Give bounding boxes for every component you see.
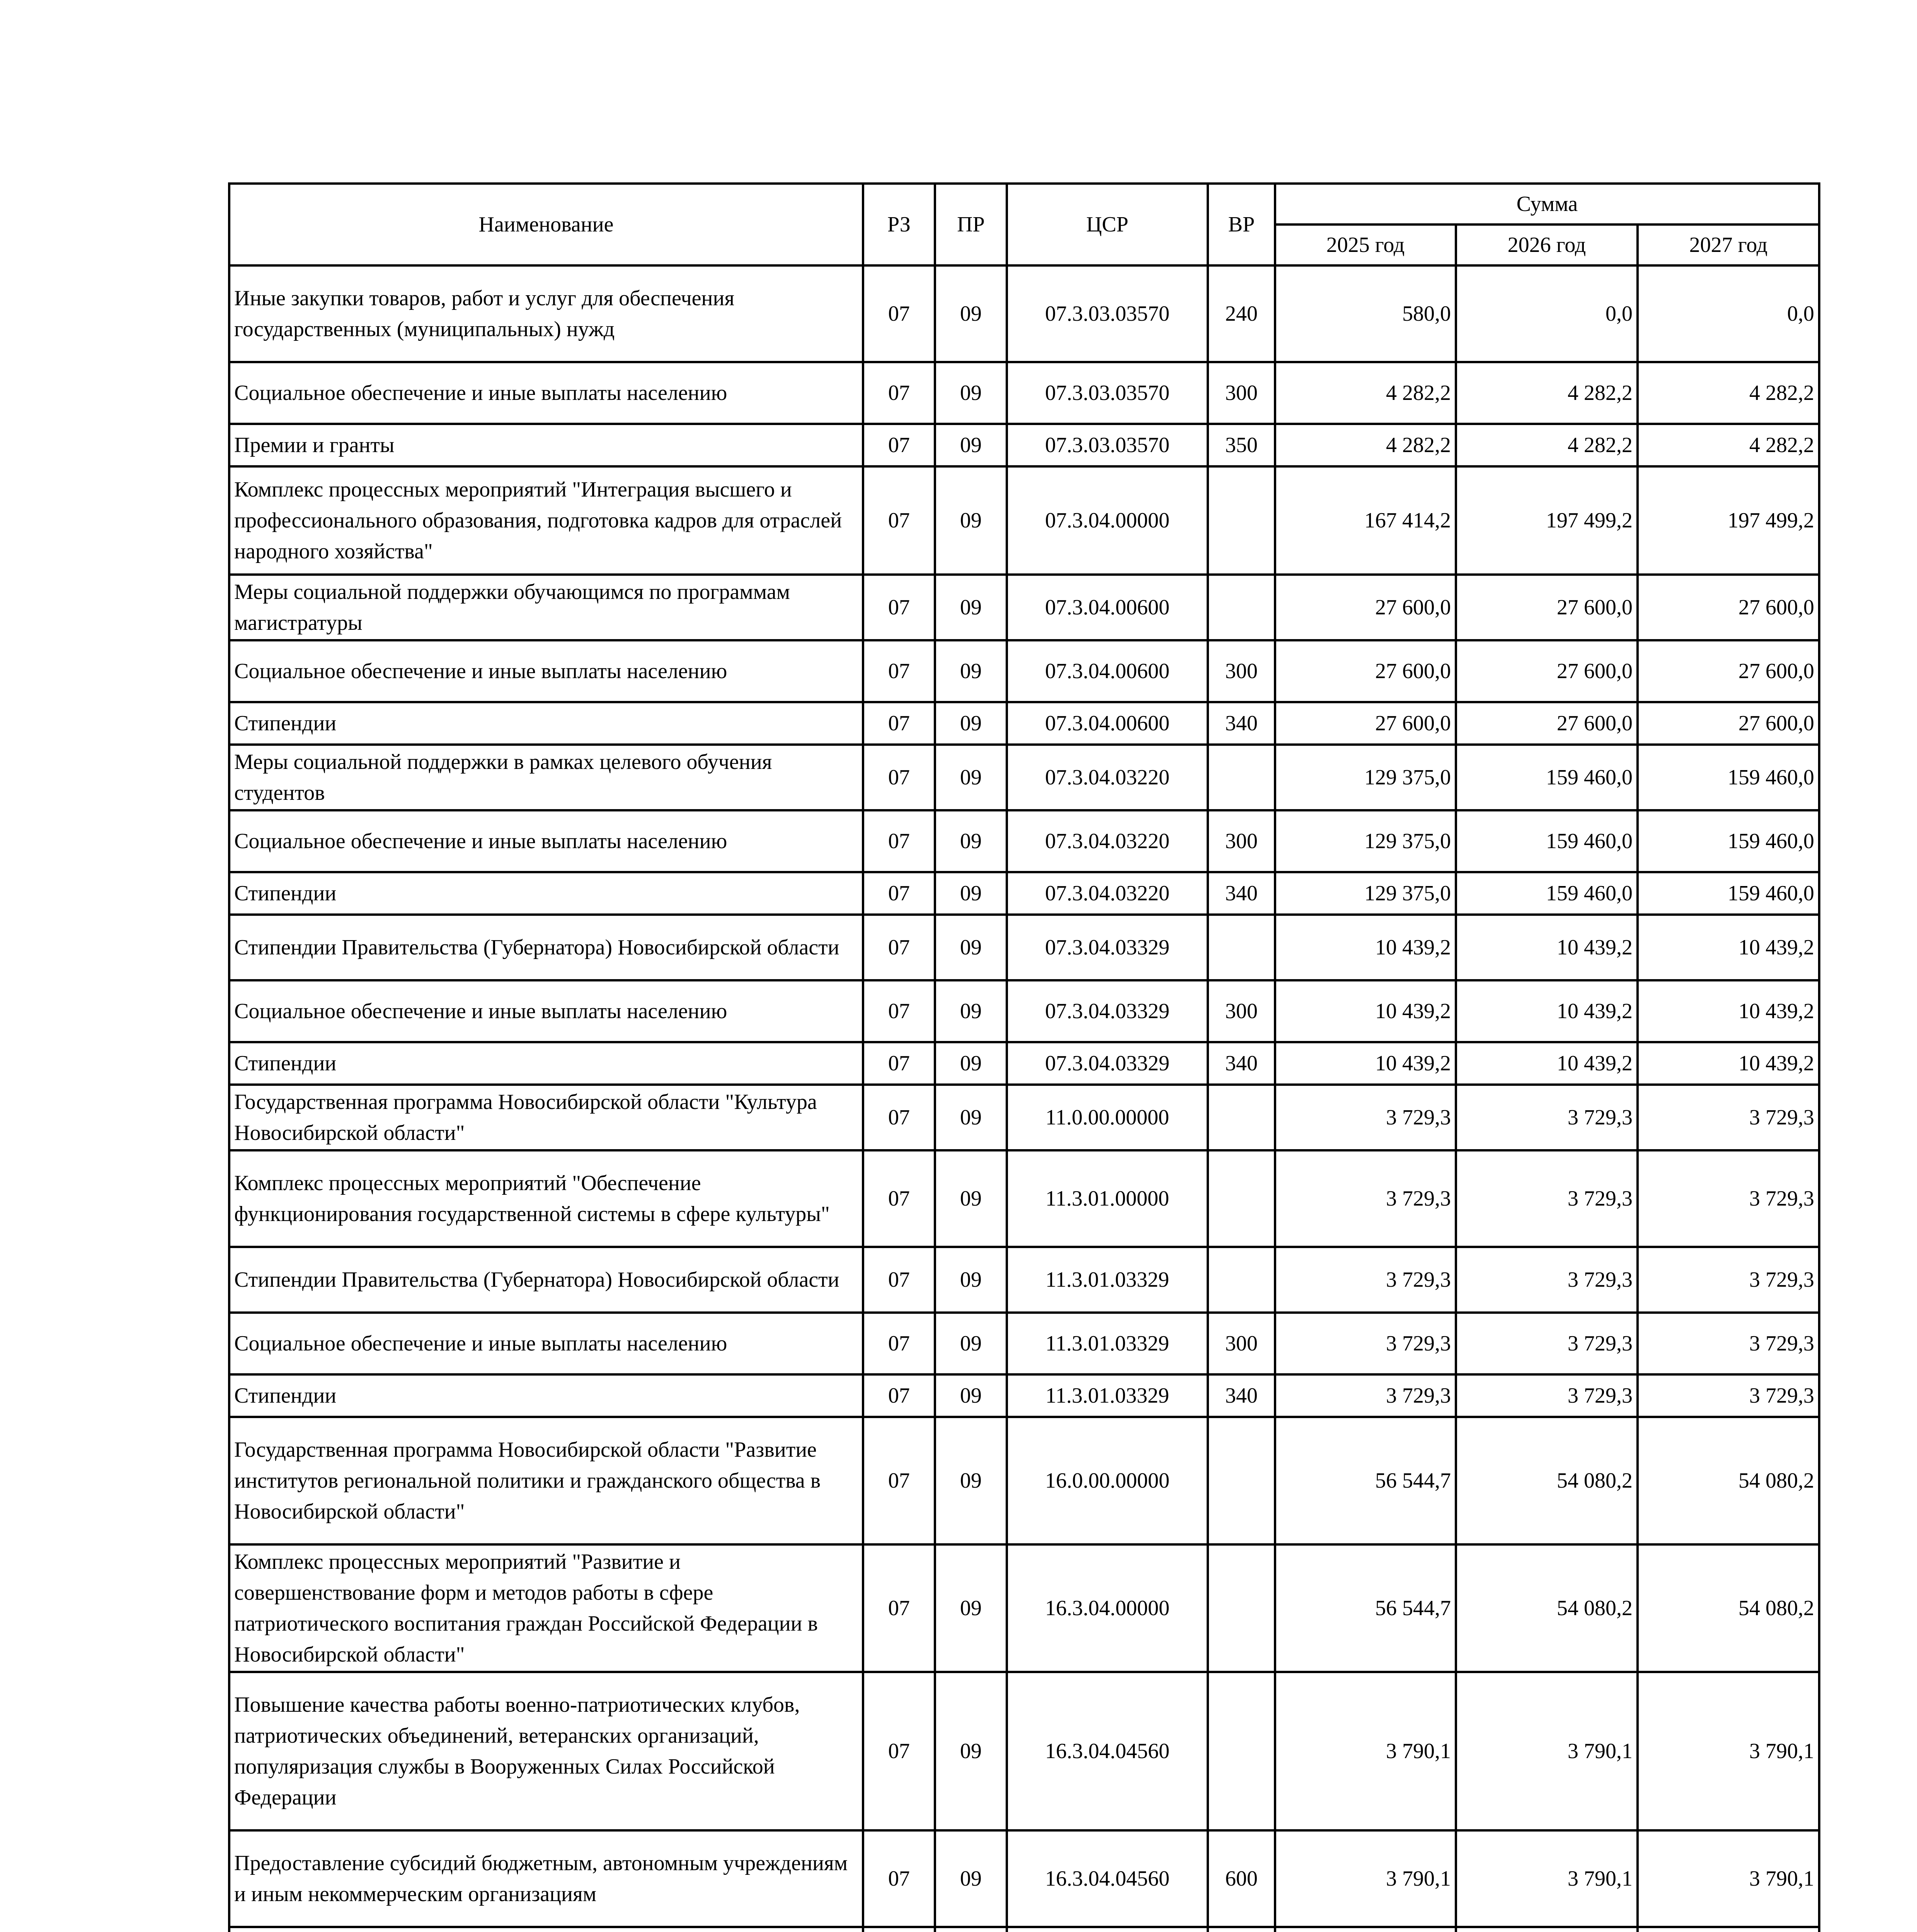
table-cell-csr: 07.3.04.00600: [1007, 575, 1208, 640]
table-cell-2026: 10 439,2: [1456, 915, 1638, 980]
table-cell-2026: 0,0: [1456, 265, 1638, 362]
table-cell-rz: 07: [863, 1374, 935, 1417]
table-cell-2026: 54 080,2: [1456, 1544, 1638, 1672]
table-cell-2027: [1638, 1927, 1819, 1932]
table-row: [229, 1544, 1819, 1672]
table-cell-name: Социальное обеспечение и иные выплаты населению: [229, 640, 863, 702]
table-cell-rz: 07: [863, 980, 935, 1042]
table-row: [229, 1247, 1819, 1313]
table-cell-vr: 340: [1208, 1042, 1275, 1085]
table-cell-rz: 07: [863, 424, 935, 466]
table-cell-rz: 07: [863, 872, 935, 915]
table-cell-2025: 580,0: [1275, 265, 1456, 362]
table-body: [229, 265, 1819, 1932]
table-cell-pr: 09: [935, 466, 1007, 575]
table-cell-name: Стипендии: [229, 702, 863, 745]
table-cell-vr: 340: [1208, 872, 1275, 915]
table-cell-rz: 07: [863, 1417, 935, 1544]
table-row: [229, 1672, 1819, 1830]
table-row: [229, 915, 1819, 980]
table-cell-2025: 3 729,3: [1275, 1374, 1456, 1417]
table-cell-name: Государственная программа Новосибирской области "Развитие институтов региональной политики и гражданского общества в Новосибирской области": [229, 1417, 863, 1544]
table-cell-2025: 10 439,2: [1275, 915, 1456, 980]
table-cell-pr: 09: [935, 872, 1007, 915]
table-cell-vr: [1208, 1417, 1275, 1544]
table-row: [229, 1830, 1819, 1927]
table-cell-name: Социальное обеспечение и иные выплаты населению: [229, 1313, 863, 1374]
table-cell-vr: [1208, 1927, 1275, 1932]
table-cell-vr: [1208, 1544, 1275, 1672]
table-cell-2026: 3 729,3: [1456, 1085, 1638, 1150]
table-cell-2026: 4 282,2: [1456, 424, 1638, 466]
table-cell-pr: 09: [935, 1247, 1007, 1313]
table-cell-vr: 300: [1208, 1313, 1275, 1374]
table-cell-2026: 159 460,0: [1456, 810, 1638, 872]
table-cell-rz: 07: [863, 640, 935, 702]
table-cell-csr: 07.3.03.03570: [1007, 424, 1208, 466]
table-cell-2027: 27 600,0: [1638, 702, 1819, 745]
table-cell-2026: 27 600,0: [1456, 640, 1638, 702]
table-cell-2027: 3 729,3: [1638, 1085, 1819, 1150]
table-row: [229, 362, 1819, 424]
table-cell-vr: 350: [1208, 424, 1275, 466]
header-row: [229, 184, 1819, 224]
table-cell-2027: 3 729,3: [1638, 1247, 1819, 1313]
table-cell-2027: 4 282,2: [1638, 424, 1819, 466]
table-cell-rz: 07: [863, 1313, 935, 1374]
table-cell-2027: 197 499,2: [1638, 466, 1819, 575]
table-cell-rz: 07: [863, 1544, 935, 1672]
table-cell-2025: 56 544,7: [1275, 1544, 1456, 1672]
table-cell-vr: [1208, 745, 1275, 810]
table-cell-vr: [1208, 1247, 1275, 1313]
table-cell-pr: 09: [935, 810, 1007, 872]
table-cell-csr: 07.3.04.00000: [1007, 466, 1208, 575]
table-cell-2027: 3 729,3: [1638, 1313, 1819, 1374]
table-cell-2025: 4 282,2: [1275, 424, 1456, 466]
table-cell-2025: 27 600,0: [1275, 640, 1456, 702]
header-name: Наименование: [229, 184, 863, 265]
table-row: [229, 1927, 1819, 1932]
table-cell-2025: 3 790,1: [1275, 1830, 1456, 1927]
table-cell-pr: 09: [935, 1150, 1007, 1247]
table-cell-vr: 300: [1208, 362, 1275, 424]
table-cell-name: Социальное обеспечение и иные выплаты населению: [229, 980, 863, 1042]
table-cell-rz: 07: [863, 810, 935, 872]
table-cell-name: Комплекс процессных мероприятий "Развитие и совершенствование форм и методов работы в сфере патриотического воспитания граждан Российской Федерации в Новосибирской области": [229, 1544, 863, 1672]
table-cell-pr: 09: [935, 980, 1007, 1042]
table-cell-2026: 159 460,0: [1456, 872, 1638, 915]
table-cell-2026: [1456, 1927, 1638, 1932]
table-cell-2027: 3 729,3: [1638, 1150, 1819, 1247]
header-sum: Сумма: [1275, 184, 1819, 224]
table-cell-csr: 11.3.01.00000: [1007, 1150, 1208, 1247]
table-cell-rz: 07: [863, 1042, 935, 1085]
table-cell-name: Стипендии: [229, 1042, 863, 1085]
table-cell-name: Социальное обеспечение и иные выплаты населению: [229, 362, 863, 424]
table-cell-pr: 09: [935, 424, 1007, 466]
table-row: [229, 702, 1819, 745]
table-cell-2026: 197 499,2: [1456, 466, 1638, 575]
table-cell-vr: [1208, 466, 1275, 575]
table-cell-vr: [1208, 1672, 1275, 1830]
table-cell-vr: 240: [1208, 265, 1275, 362]
table-cell-2026: 3 790,1: [1456, 1672, 1638, 1830]
table-cell-2027: 3 790,1: [1638, 1830, 1819, 1927]
table-cell-2026: 27 600,0: [1456, 702, 1638, 745]
table-cell-2025: 129 375,0: [1275, 745, 1456, 810]
table-cell-vr: [1208, 915, 1275, 980]
table-cell-csr: 16.3.04.00000: [1007, 1544, 1208, 1672]
table-cell-2025: 27 600,0: [1275, 702, 1456, 745]
table-cell-name: Стипендии Правительства (Губернатора) Новосибирской области: [229, 1247, 863, 1313]
table-cell-pr: [935, 1927, 1007, 1932]
table-cell-2025: 167 414,2: [1275, 466, 1456, 575]
table-cell-rz: 07: [863, 575, 935, 640]
table-row: [229, 1085, 1819, 1150]
header-year-2026: 2026 год: [1456, 224, 1638, 265]
table-cell-2026: 159 460,0: [1456, 745, 1638, 810]
table-cell-csr: 16.3.04.04560: [1007, 1830, 1208, 1927]
table-row: [229, 265, 1819, 362]
table-cell-name: Стипендии Правительства (Губернатора) Новосибирской области: [229, 915, 863, 980]
table-cell-2025: 27 600,0: [1275, 575, 1456, 640]
table-cell-2026: 4 282,2: [1456, 362, 1638, 424]
table-cell-2025: 4 282,2: [1275, 362, 1456, 424]
table-cell-pr: 09: [935, 1085, 1007, 1150]
table-cell-pr: 09: [935, 575, 1007, 640]
table-cell-2027: 159 460,0: [1638, 745, 1819, 810]
table-row: [229, 466, 1819, 575]
table-cell-csr: [1007, 1927, 1208, 1932]
table-cell-2026: 3 729,3: [1456, 1374, 1638, 1417]
table-cell-2027: 4 282,2: [1638, 362, 1819, 424]
table-cell-vr: 340: [1208, 1374, 1275, 1417]
table-cell-rz: 07: [863, 265, 935, 362]
table-cell-csr: 07.3.04.00600: [1007, 702, 1208, 745]
table-row: [229, 872, 1819, 915]
table-cell-2027: 10 439,2: [1638, 915, 1819, 980]
table-cell-csr: 11.3.01.03329: [1007, 1313, 1208, 1374]
table-row: [229, 1042, 1819, 1085]
table-cell-rz: 07: [863, 1085, 935, 1150]
table-cell-2027: 10 439,2: [1638, 1042, 1819, 1085]
table-cell-name: Стипендии: [229, 1374, 863, 1417]
table-cell-2027: 10 439,2: [1638, 980, 1819, 1042]
table-cell-vr: [1208, 1150, 1275, 1247]
table-cell-csr: 11.3.01.03329: [1007, 1374, 1208, 1417]
table-cell-pr: 09: [935, 362, 1007, 424]
table-cell-csr: 07.3.04.00600: [1007, 640, 1208, 702]
header-csr: ЦСР: [1007, 184, 1208, 265]
table-cell-csr: 16.0.00.00000: [1007, 1417, 1208, 1544]
table-cell-2027: 159 460,0: [1638, 872, 1819, 915]
table-cell-pr: 09: [935, 745, 1007, 810]
table-cell-csr: 07.3.03.03570: [1007, 362, 1208, 424]
table-cell-pr: 09: [935, 1313, 1007, 1374]
table-cell-rz: 07: [863, 702, 935, 745]
table-cell-pr: 09: [935, 640, 1007, 702]
table-cell-2026: 54 080,2: [1456, 1417, 1638, 1544]
table-cell-csr: 16.3.04.04560: [1007, 1672, 1208, 1830]
table-cell-pr: 09: [935, 265, 1007, 362]
table-cell-pr: 09: [935, 1042, 1007, 1085]
table-cell-2025: 129 375,0: [1275, 872, 1456, 915]
table-cell-rz: 07: [863, 1150, 935, 1247]
table-cell-csr: 07.3.04.03329: [1007, 915, 1208, 980]
table-cell-2026: 3 729,3: [1456, 1313, 1638, 1374]
budget-table: [228, 182, 1820, 1932]
table-cell-2027: 54 080,2: [1638, 1544, 1819, 1672]
table-cell-2025: 3 729,3: [1275, 1247, 1456, 1313]
table-cell-name: Стипендии: [229, 872, 863, 915]
table-cell-pr: 09: [935, 915, 1007, 980]
table-cell-2027: 27 600,0: [1638, 640, 1819, 702]
table-cell-pr: 09: [935, 1544, 1007, 1672]
table-cell-csr: 07.3.03.03570: [1007, 265, 1208, 362]
table-cell-pr: 09: [935, 1672, 1007, 1830]
table-row: [229, 424, 1819, 466]
table-row: [229, 575, 1819, 640]
table-cell-2026: 3 790,1: [1456, 1830, 1638, 1927]
header-year-2025: 2025 год: [1275, 224, 1456, 265]
table-cell-csr: 07.3.04.03329: [1007, 980, 1208, 1042]
table-cell-rz: 07: [863, 1247, 935, 1313]
table-cell-name: Меры социальной поддержки обучающимся по программам магистратуры: [229, 575, 863, 640]
table-cell-pr: 09: [935, 1417, 1007, 1544]
table-cell-name: Премии и гранты: [229, 424, 863, 466]
table-cell-name: Меры социальной поддержки в рамках целевого обучения студентов: [229, 745, 863, 810]
table-cell-name: Социальное обеспечение и иные выплаты населению: [229, 810, 863, 872]
table-cell-pr: 09: [935, 702, 1007, 745]
table-cell-csr: 07.3.04.03220: [1007, 810, 1208, 872]
table-cell-2026: 3 729,3: [1456, 1150, 1638, 1247]
table-row: [229, 980, 1819, 1042]
table-cell-2027: 0,0: [1638, 265, 1819, 362]
table-cell-csr: 11.3.01.03329: [1007, 1247, 1208, 1313]
table-cell-rz: [863, 1927, 935, 1932]
table-cell-2025: 10 439,2: [1275, 1042, 1456, 1085]
table-cell-name: [229, 1927, 863, 1932]
table-row: [229, 640, 1819, 702]
table-cell-rz: 07: [863, 1830, 935, 1927]
table-cell-2027: 3 790,1: [1638, 1672, 1819, 1830]
table-cell-2025: 3 729,3: [1275, 1150, 1456, 1247]
table-cell-rz: 07: [863, 362, 935, 424]
table-cell-2026: 3 729,3: [1456, 1247, 1638, 1313]
table-cell-2026: 10 439,2: [1456, 1042, 1638, 1085]
header-rz: РЗ: [863, 184, 935, 265]
table-cell-2025: [1275, 1927, 1456, 1932]
table-cell-rz: 07: [863, 745, 935, 810]
table-cell-2025: 3 729,3: [1275, 1085, 1456, 1150]
table-cell-vr: 300: [1208, 810, 1275, 872]
table-cell-2025: 56 544,7: [1275, 1417, 1456, 1544]
table-cell-2027: 54 080,2: [1638, 1417, 1819, 1544]
table-cell-csr: 07.3.04.03220: [1007, 745, 1208, 810]
table-cell-csr: 11.0.00.00000: [1007, 1085, 1208, 1150]
table-cell-rz: 07: [863, 915, 935, 980]
table-cell-2026: 10 439,2: [1456, 980, 1638, 1042]
table-cell-vr: 340: [1208, 702, 1275, 745]
table-cell-2025: 3 790,1: [1275, 1672, 1456, 1830]
table-cell-name: Комплекс процессных мероприятий "Интеграция высшего и профессионального образования, подготовка кадров для отраслей народного хозяйства": [229, 466, 863, 575]
table-cell-name: Государственная программа Новосибирской области "Культура Новосибирской области": [229, 1085, 863, 1150]
table-cell-2025: 10 439,2: [1275, 980, 1456, 1042]
header-vr: ВР: [1208, 184, 1275, 265]
table-row: [229, 1150, 1819, 1247]
table-cell-vr: [1208, 1085, 1275, 1150]
header-pr: ПР: [935, 184, 1007, 265]
table-cell-vr: 600: [1208, 1830, 1275, 1927]
table-cell-2027: 159 460,0: [1638, 810, 1819, 872]
table-cell-name: Повышение качества работы военно-патриотических клубов, патриотических объединений, ветеранских организаций, популяризация службы в Вооруженных Силах Российской Федерации: [229, 1672, 863, 1830]
table-cell-vr: 300: [1208, 640, 1275, 702]
table-cell-rz: 07: [863, 466, 935, 575]
table-cell-csr: 07.3.04.03329: [1007, 1042, 1208, 1085]
table-cell-name: Комплекс процессных мероприятий "Обеспечение функционирования государственной системы в сфере культуры": [229, 1150, 863, 1247]
table-cell-csr: 07.3.04.03220: [1007, 872, 1208, 915]
header-year-2027: 2027 год: [1638, 224, 1819, 265]
table-row: [229, 745, 1819, 810]
table-cell-2027: 27 600,0: [1638, 575, 1819, 640]
table-cell-2027: 3 729,3: [1638, 1374, 1819, 1417]
table-row: [229, 1374, 1819, 1417]
table-cell-2025: 129 375,0: [1275, 810, 1456, 872]
table-cell-2026: 27 600,0: [1456, 575, 1638, 640]
table-cell-vr: [1208, 575, 1275, 640]
table-cell-pr: 09: [935, 1374, 1007, 1417]
table-cell-rz: 07: [863, 1672, 935, 1830]
table-cell-2025: 3 729,3: [1275, 1313, 1456, 1374]
table-cell-name: Предоставление субсидий бюджетным, автономным учреждениям и иным некоммерческим организациям: [229, 1830, 863, 1927]
table-cell-pr: 09: [935, 1830, 1007, 1927]
table-cell-name: Иные закупки товаров, работ и услуг для обеспечения государственных (муниципальных) нужд: [229, 265, 863, 362]
table-row: [229, 1417, 1819, 1544]
table-cell-vr: 300: [1208, 980, 1275, 1042]
table-row: [229, 810, 1819, 872]
table-row: [229, 1313, 1819, 1374]
